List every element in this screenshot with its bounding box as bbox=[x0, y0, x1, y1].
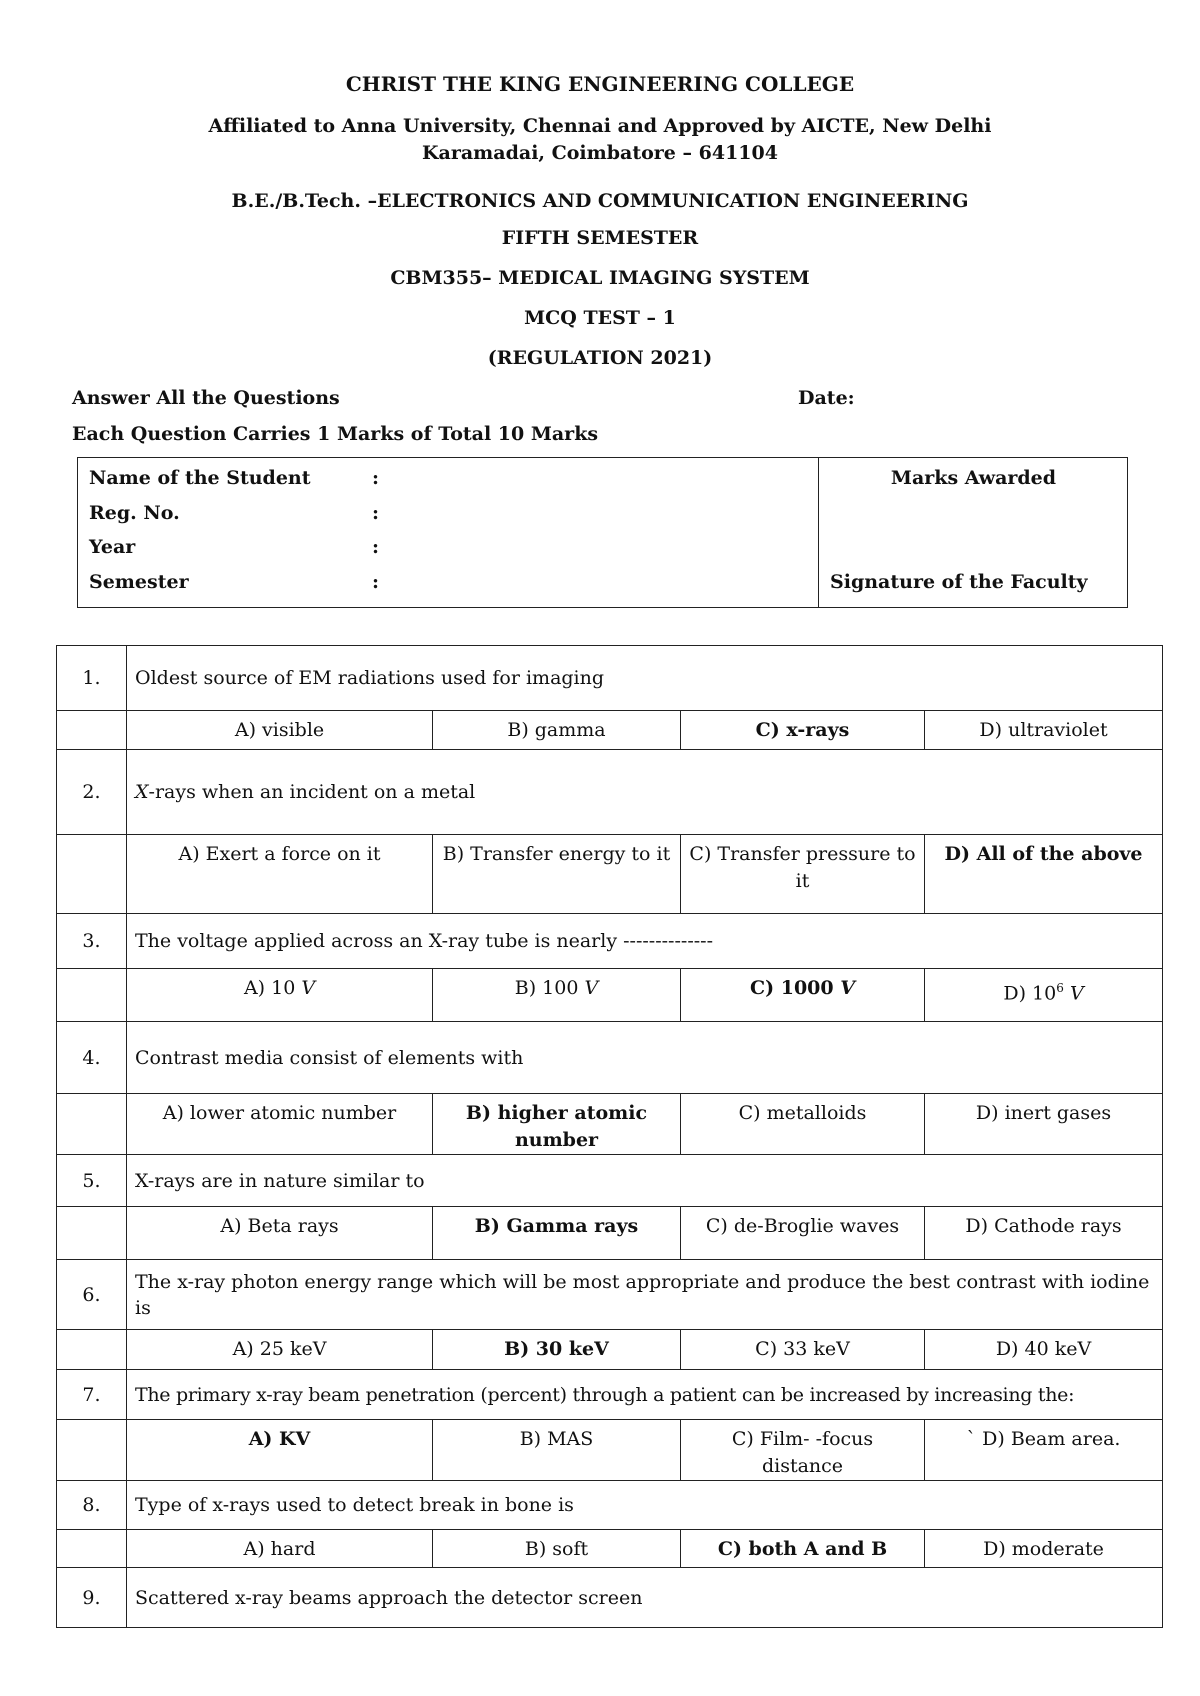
question-text: The x-ray photon energy range which will be most appropriate and produce the best contrast with iodine is bbox=[127, 1260, 1163, 1330]
colon: : bbox=[372, 571, 380, 593]
questions-table bbox=[56, 645, 1163, 1628]
option-b-correct: B) Gamma rays bbox=[433, 1207, 681, 1260]
field-student-name: Name of the Student bbox=[89, 467, 311, 489]
option-b: B) gamma bbox=[433, 711, 681, 750]
option-d-correct: D) All of the above bbox=[925, 835, 1163, 914]
options-row bbox=[57, 1330, 1163, 1370]
unit-volt: V bbox=[840, 977, 855, 999]
exponent: 6 bbox=[1056, 981, 1064, 995]
question-number: 3. bbox=[57, 914, 127, 969]
question-row bbox=[57, 1155, 1163, 1207]
question-row bbox=[57, 1481, 1163, 1530]
question-text: Type of x-rays used to detect break in bone is bbox=[127, 1481, 1163, 1530]
option-d: D) inert gases bbox=[925, 1094, 1163, 1155]
question-text: Contrast media consist of elements with bbox=[127, 1022, 1163, 1094]
question-text: Oldest source of EM radiations used for imaging bbox=[127, 646, 1163, 711]
colon: : bbox=[372, 502, 380, 524]
faculty-signature-label: Signature of the Faculty bbox=[830, 571, 1088, 593]
option-a: A) visible bbox=[127, 711, 433, 750]
option-d: D) 40 keV bbox=[925, 1330, 1163, 1370]
option-a: A) 25 keV bbox=[127, 1330, 433, 1370]
field-year: Year bbox=[89, 536, 136, 558]
regulation-line: (REGULATION 2021) bbox=[487, 347, 713, 369]
option-c-correct: C) x-rays bbox=[681, 711, 925, 750]
option-a: A) lower atomic number bbox=[127, 1094, 433, 1155]
question-row bbox=[57, 1370, 1163, 1420]
semester-line: FIFTH SEMESTER bbox=[501, 227, 699, 249]
option-d: D) ultraviolet bbox=[925, 711, 1163, 750]
option-a-correct: A) KV bbox=[127, 1420, 433, 1481]
option-c: C) 33 keV bbox=[681, 1330, 925, 1370]
question-text: The voltage applied across an X-ray tube is nearly -------------- bbox=[127, 914, 1163, 969]
question-number: 7. bbox=[57, 1370, 127, 1420]
options-row bbox=[57, 969, 1163, 1022]
question-number: 6. bbox=[57, 1260, 127, 1330]
date-label: Date: bbox=[798, 387, 855, 409]
question-row bbox=[57, 914, 1163, 969]
options-row bbox=[57, 1094, 1163, 1155]
student-info-box bbox=[77, 457, 1128, 608]
option-c: C) Film- -focus distance bbox=[681, 1420, 925, 1481]
options-row bbox=[57, 835, 1163, 914]
option-d: D) moderate bbox=[925, 1530, 1163, 1568]
option-b-correct: B) higher atomic number bbox=[433, 1094, 681, 1155]
field-semester: Semester bbox=[89, 571, 189, 593]
option-b: B) MAS bbox=[433, 1420, 681, 1481]
unit-volt: V bbox=[301, 977, 316, 999]
question-text: X-rays are in nature similar to bbox=[127, 1155, 1163, 1207]
colon: : bbox=[372, 467, 380, 489]
option-b: B) soft bbox=[433, 1530, 681, 1568]
program-line: B.E./B.Tech. –ELECTRONICS AND COMMUNICATION ENGINEERING bbox=[231, 190, 969, 212]
option-c: C) de-Broglie waves bbox=[681, 1207, 925, 1260]
option-d: ` D) Beam area. bbox=[925, 1420, 1163, 1481]
field-reg-no: Reg. No. bbox=[89, 502, 180, 524]
option-d: D) $10^6$ V bbox=[925, 969, 1163, 1022]
option-d: D) Cathode rays bbox=[925, 1207, 1163, 1260]
options-row bbox=[57, 1530, 1163, 1568]
question-number: 2. bbox=[57, 750, 127, 835]
marks-note: Each Question Carries 1 Marks of Total 10 Marks bbox=[72, 423, 599, 445]
option-a: A) Exert a force on it bbox=[127, 835, 433, 914]
options-row bbox=[57, 1207, 1163, 1260]
question-number: 1. bbox=[57, 646, 127, 711]
question-row bbox=[57, 750, 1163, 835]
option-a: A) 10 V bbox=[127, 969, 433, 1022]
option-a: A) hard bbox=[127, 1530, 433, 1568]
option-b-correct: B) 30 keV bbox=[433, 1330, 681, 1370]
question-number: 5. bbox=[57, 1155, 127, 1207]
question-row bbox=[57, 1022, 1163, 1094]
options-row bbox=[57, 1420, 1163, 1481]
question-text-rest: -rays when an incident on a metal bbox=[148, 781, 476, 803]
option-c-correct: C) 1000 V bbox=[681, 969, 925, 1022]
question-number: 4. bbox=[57, 1022, 127, 1094]
colon: : bbox=[372, 536, 380, 558]
question-text: The primary x-ray beam penetration (percent) through a patient can be increased by increasing the: bbox=[127, 1370, 1163, 1420]
question-text bbox=[127, 750, 1163, 835]
course-line: CBM355– MEDICAL IMAGING SYSTEM bbox=[390, 267, 810, 289]
option-c: C) Transfer pressure to it bbox=[681, 835, 925, 914]
test-title: MCQ TEST – 1 bbox=[524, 307, 676, 329]
question-number: 9. bbox=[57, 1568, 127, 1628]
option-b: B) 100 V bbox=[433, 969, 681, 1022]
question-row bbox=[57, 1568, 1163, 1628]
question-row bbox=[57, 646, 1163, 711]
question-prefix-variable: X bbox=[135, 781, 149, 803]
college-name: CHRIST THE KING ENGINEERING COLLEGE bbox=[345, 72, 855, 96]
option-c-correct: C) both A and B bbox=[681, 1530, 925, 1568]
question-row bbox=[57, 1260, 1163, 1330]
option-b: B) Transfer energy to it bbox=[433, 835, 681, 914]
marks-awarded-label: Marks Awarded bbox=[890, 467, 1057, 489]
option-a: A) Beta rays bbox=[127, 1207, 433, 1260]
question-text: Scattered x-ray beams approach the detector screen bbox=[127, 1568, 1163, 1628]
unit-volt: V bbox=[1069, 982, 1084, 1005]
affiliation-line: Affiliated to Anna University, Chennai and Approved by AICTE, New Delhi bbox=[208, 115, 992, 137]
unit-volt: V bbox=[584, 977, 599, 999]
answer-all-instruction: Answer All the Questions bbox=[72, 387, 340, 409]
address-line: Karamadai, Coimbatore – 641104 bbox=[422, 142, 778, 164]
question-number: 8. bbox=[57, 1481, 127, 1530]
options-row bbox=[57, 711, 1163, 750]
option-c: C) metalloids bbox=[681, 1094, 925, 1155]
